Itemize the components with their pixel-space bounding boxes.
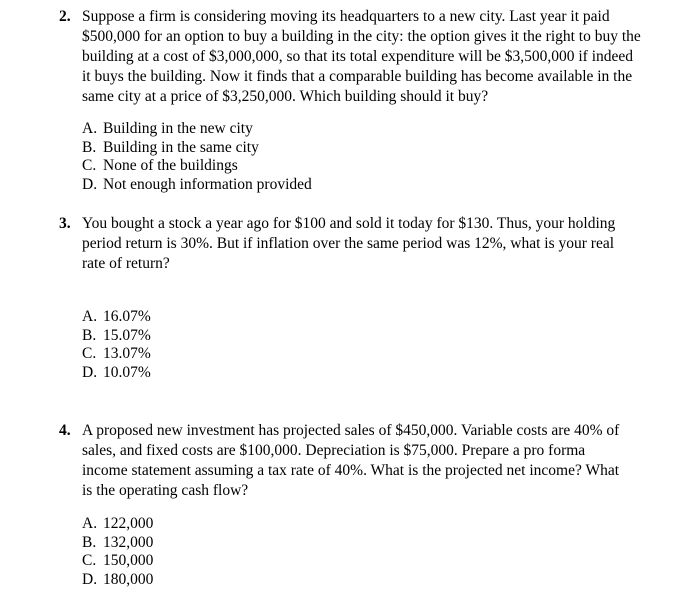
option-letter: C.: [82, 345, 97, 362]
question-text-line: rate of return?: [82, 255, 170, 272]
answer-option: [82, 552, 153, 571]
answer-option: [82, 308, 151, 327]
option-letter: D.: [82, 363, 98, 381]
question-text-line: income statement assuming a tax rate of 40%. What is the projected net income? What: [82, 462, 620, 479]
answer-option: [82, 515, 153, 534]
answer-options: [82, 308, 151, 382]
answer-option: [82, 571, 153, 590]
answer-option: [82, 345, 151, 364]
option-text: None of the buildings: [103, 157, 238, 174]
question-number: 4.: [59, 422, 71, 439]
answer-options: [82, 120, 312, 194]
option-letter: C.: [82, 157, 97, 174]
answer-option: [82, 534, 153, 553]
answer-option: [82, 327, 151, 346]
question-text-line: period return is 30%. But if inflation over the same period was 12%, what is your real: [82, 235, 615, 252]
option-text: 13.07%: [103, 345, 151, 362]
option-text: 122,000: [103, 515, 154, 532]
option-letter: B.: [82, 138, 97, 156]
option-text: 150,000: [103, 552, 154, 569]
option-letter: A.: [82, 308, 98, 325]
option-text: 180,000: [103, 570, 154, 588]
answer-option: [82, 157, 312, 176]
answer-option: [82, 176, 312, 195]
question-text-line: $500,000 for an option to buy a building in the city: the option gives it the right to buy the: [82, 28, 641, 45]
option-text: 16.07%: [103, 308, 151, 325]
answer-options: [82, 515, 153, 589]
question-text-line: A proposed new investment has projected sales of $450,000. Variable costs are 40% of: [82, 422, 620, 439]
question-text: [82, 7, 660, 107]
question-text-line: it buys the building. Now it finds that a comparable building has become available in the: [82, 68, 633, 85]
option-text: Building in the same city: [103, 138, 259, 156]
question-text-line: is the operating cash flow?: [82, 482, 249, 499]
question-text-line: Suppose a firm is considering moving its headquarters to a new city. Last year it paid: [82, 8, 610, 25]
answer-option: [82, 139, 312, 158]
question-text-line: sales, and fixed costs are $100,000. Depreciation is $75,000. Prepare a pro forma: [82, 442, 586, 459]
question-number: 2.: [59, 8, 71, 25]
option-letter: A.: [82, 120, 98, 137]
question-text-line: building at a cost of $3,000,000, so that its total expenditure will be $3,500,000 if indeed: [82, 48, 634, 65]
option-letter: B.: [82, 533, 97, 551]
option-text: 132,000: [103, 533, 154, 551]
option-text: Building in the new city: [103, 120, 253, 137]
option-text: 15.07%: [103, 326, 151, 344]
option-letter: D.: [82, 175, 98, 193]
answer-option: [82, 364, 151, 383]
option-letter: C.: [82, 552, 97, 569]
question-text-line: same city at a price of $3,250,000. Which building should it buy?: [82, 88, 489, 105]
option-letter: A.: [82, 515, 98, 532]
question-text: [82, 214, 660, 274]
option-text: 10.07%: [103, 363, 151, 381]
answer-option: [82, 120, 312, 139]
question-text-line: You bought a stock a year ago for $100 and sold it today for $130. Thus, your holding: [82, 215, 616, 232]
option-letter: D.: [82, 570, 98, 588]
question-number: 3.: [59, 215, 71, 232]
option-letter: B.: [82, 326, 97, 344]
option-text: Not enough information provided: [103, 175, 312, 193]
question-text: [82, 421, 660, 501]
